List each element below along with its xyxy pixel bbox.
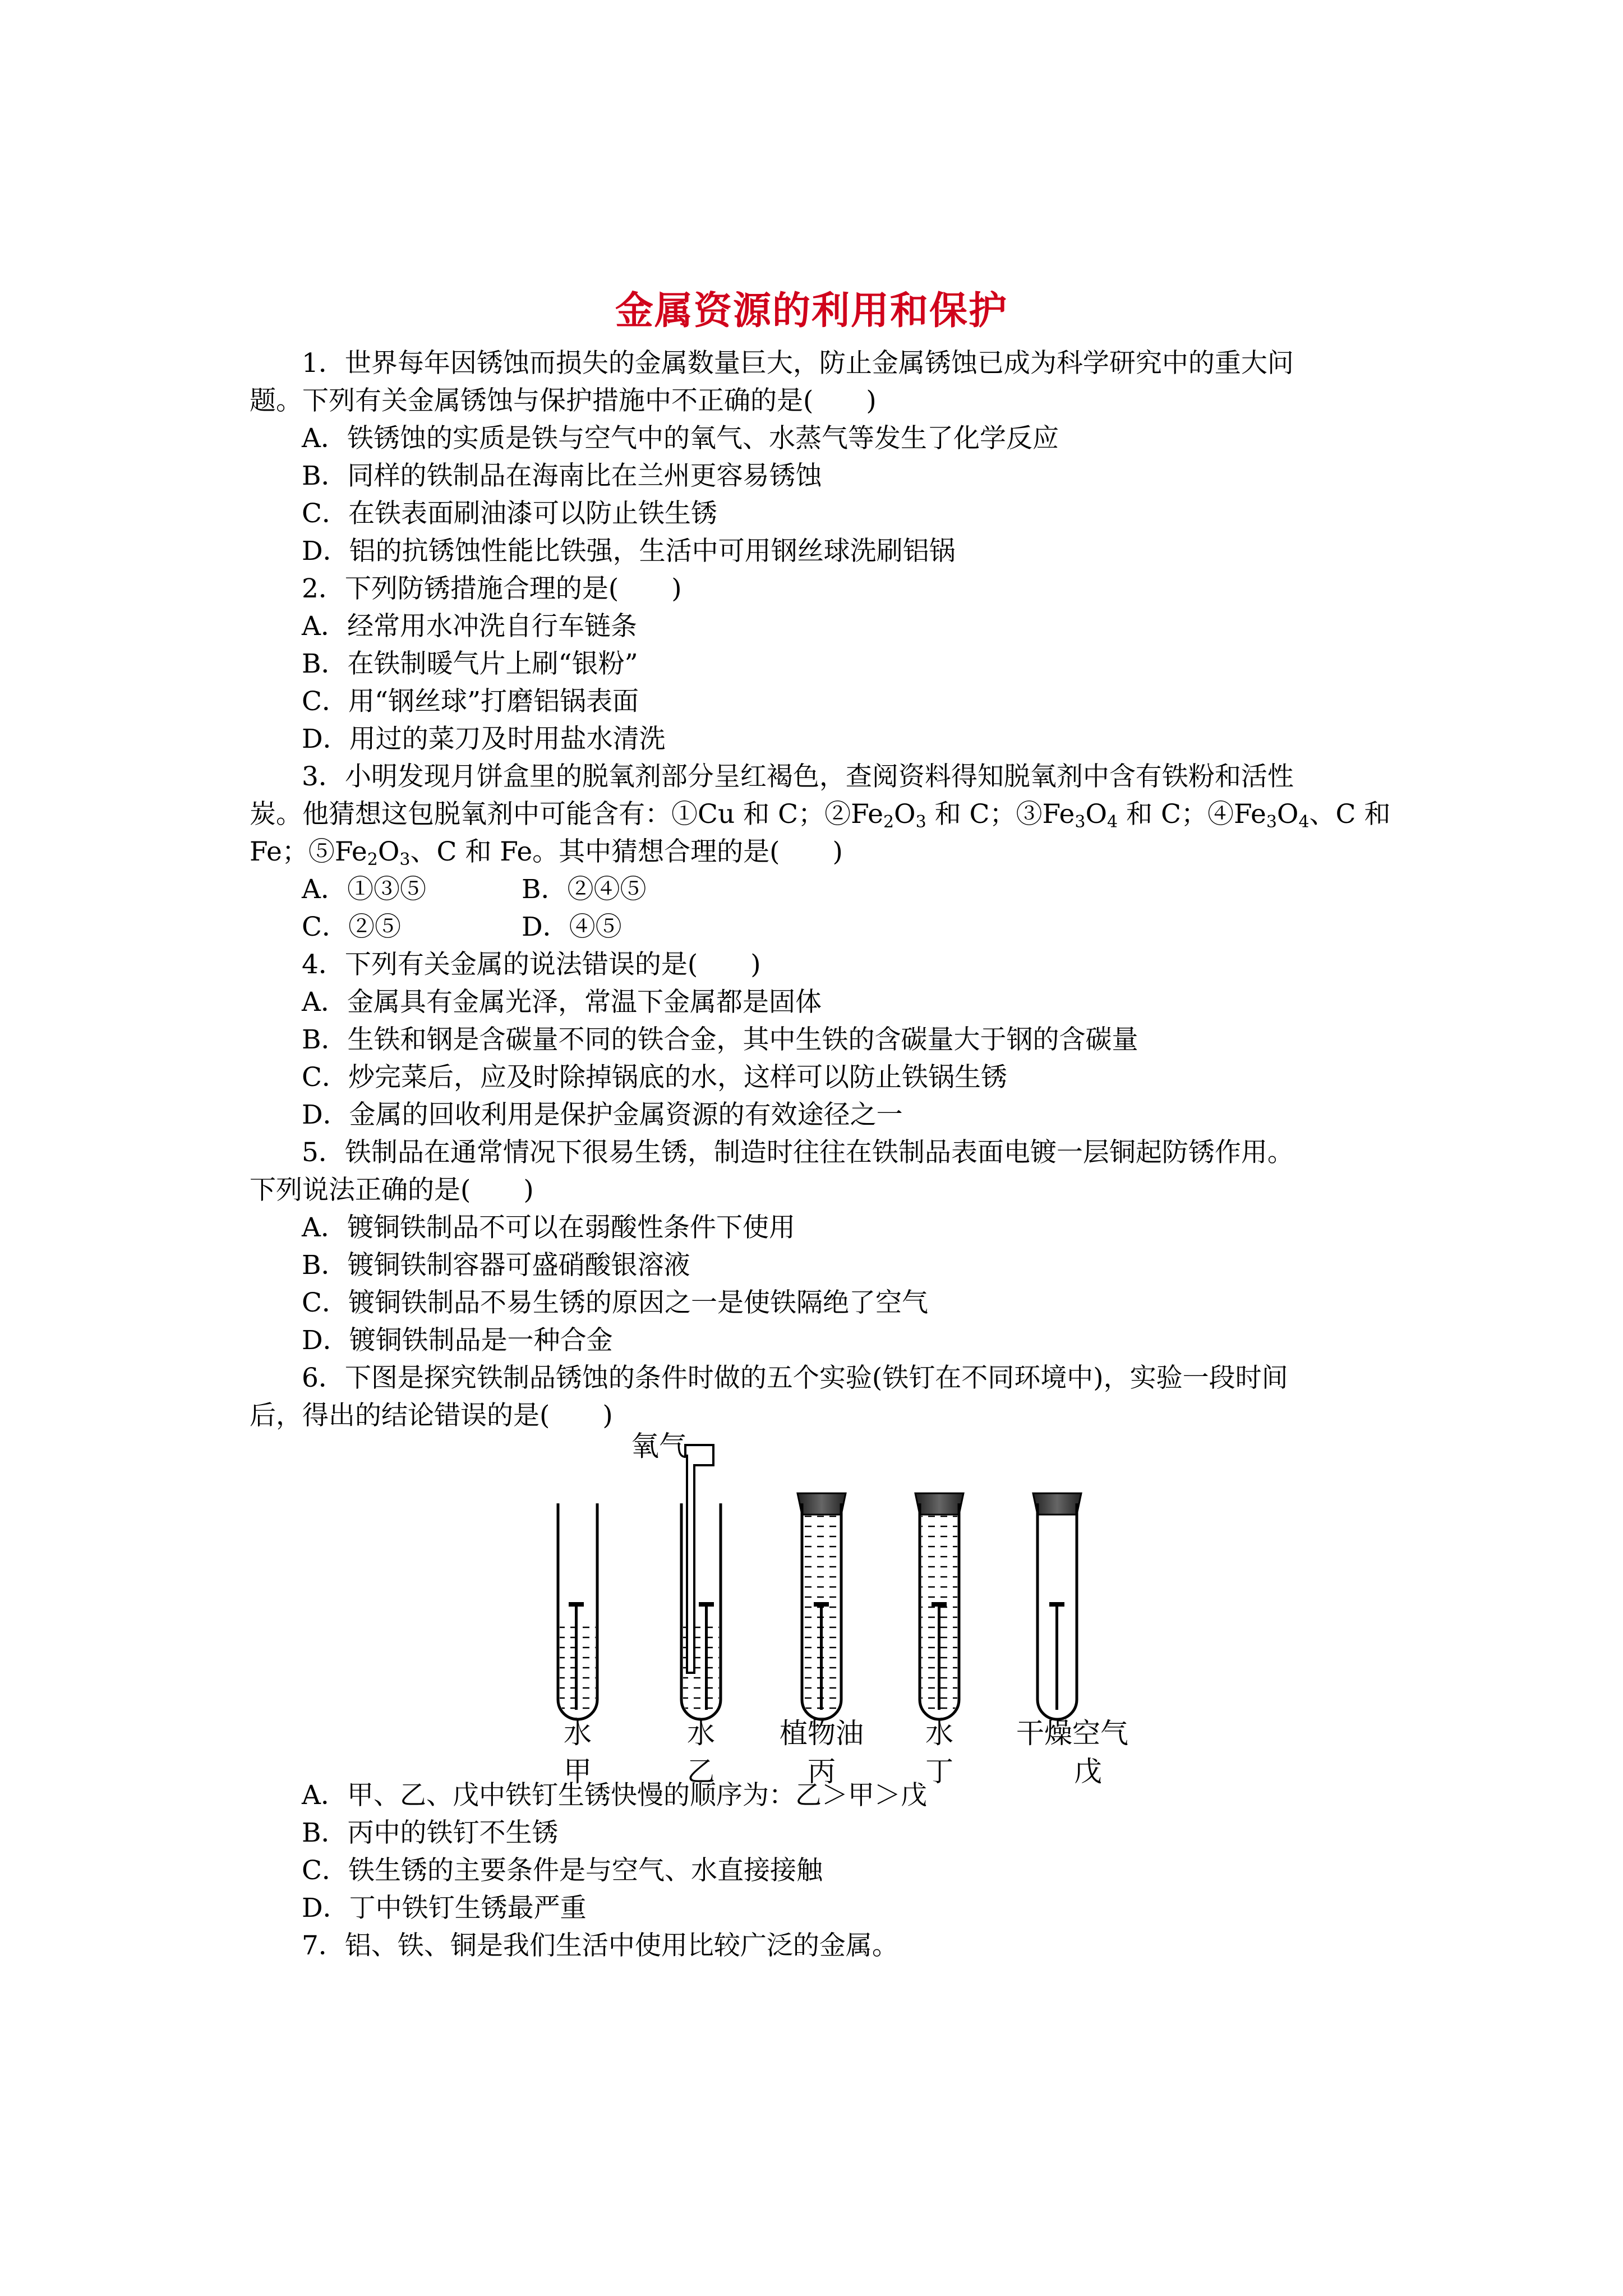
q2-option-c: C．用“钢丝球”打磨铝锅表面 (302, 686, 639, 717)
q6-option-a: A．甲、乙、戊中铁钉生锈快慢的顺序为：乙＞甲＞戊 (302, 1780, 927, 1811)
q4-option-c: C．炒完菜后，应及时除掉锅底的水，这样可以防止铁锅生锈 (302, 1062, 1007, 1093)
q1-option-a: A．铁锈蚀的实质是铁与空气中的氧气、水蒸气等发生了化学反应 (302, 423, 1059, 454)
tube-jia-medium: 水 (564, 1717, 592, 1750)
q5-stem-line2: 下列说法正确的是( ) (250, 1175, 534, 1205)
iron-nail (938, 1603, 940, 1710)
q3-option-d: D．④⑤ (522, 912, 622, 942)
q1-stem-line1: 1．世界每年因锈蚀而损失的金属数量巨大，防止金属锈蚀已成为科学研究中的重大问 (302, 348, 1294, 379)
q5-option-c: C．镀铜铁制品不易生锈的原因之一是使铁隔绝了空气 (302, 1287, 928, 1318)
q4-option-a: A．金属具有金属光泽，常温下金属都是固体 (302, 987, 822, 1018)
q6-option-d: D．丁中铁钉生锈最严重 (302, 1893, 587, 1924)
iron-nail (1055, 1603, 1058, 1710)
q6-option-b: B．丙中的铁钉不生锈 (302, 1818, 559, 1848)
q3-stem-line3: Fe；$⑤Fe_2O_3$、C 和 Fe。其中猜想合理的是( ) (250, 836, 843, 869)
q6-option-c: C．铁生锈的主要条件是与空气、水直接接触 (302, 1855, 823, 1886)
tube-wu-name: 戊 (1074, 1755, 1102, 1788)
iron-nail (820, 1603, 823, 1710)
tube-yi (681, 1445, 721, 1719)
q2-option-b: B．在铁制暖气片上刷“银粉” (302, 648, 638, 679)
tube-jia-name: 甲 (564, 1755, 592, 1788)
q4-option-b: B．生铁和钢是含碳量不同的铁合金，其中生铁的含碳量大于钢的含碳量 (302, 1024, 1138, 1055)
tube-jia (558, 1503, 597, 1719)
page-title: 金属资源的利用和保护 (615, 289, 1008, 333)
q3-option-b: B．②④⑤ (522, 874, 647, 905)
q5-stem-line1: 5．铁制品在通常情况下很易生锈，制造时往往在铁制品表面电镀一层铜起防锈作用。 (302, 1137, 1294, 1168)
tube-wu-medium: 干燥空气 (1016, 1717, 1128, 1750)
q3-option-a: A．①③⑤ (302, 874, 426, 905)
rubber-stopper (1033, 1493, 1081, 1515)
q3-stem-line2: 炭。他猜想这包脱氧剂中可能含有：①Cu 和 C；$②Fe_2O_3$ 和 C；$③Fe_3O_4$ 和 C；$④Fe_3O_4$、C 和 (250, 799, 1391, 832)
tube-bing (797, 1493, 846, 1719)
tube-bing-name: 丙 (808, 1755, 836, 1788)
q6-stem-line1: 6．下图是探究铁制品锈蚀的条件时做的五个实验(铁钉在不同环境中)，实验一段时间 (302, 1363, 1288, 1393)
q1-stem-line2: 题。下列有关金属锈蚀与保护措施中不正确的是( ) (250, 385, 877, 416)
q5-option-a: A．镀铜铁制品不可以在弱酸性条件下使用 (302, 1212, 795, 1243)
q1-option-d: D．铝的抗锈蚀性能比铁强，生活中可用钢丝球洗刷铝锅 (302, 536, 956, 567)
q4-option-d: D．金属的回收利用是保护金属资源的有效途径之一 (302, 1099, 903, 1130)
rubber-stopper (797, 1493, 846, 1515)
q7-stem: 7．铝、铁、铜是我们生活中使用比较广泛的金属。 (302, 1930, 898, 1961)
q4-stem: 4．下列有关金属的说法错误的是( ) (302, 949, 761, 980)
tube-yi-medium: 水 (687, 1717, 715, 1750)
q6-stem-line2: 后，得出的结论错误的是( ) (250, 1400, 613, 1431)
tube-ding-name: 丁 (925, 1755, 953, 1788)
q1-option-b: B．同样的铁制品在海南比在兰州更容易锈蚀 (302, 461, 822, 491)
rubber-stopper (915, 1493, 963, 1515)
tube-wu (1033, 1493, 1081, 1719)
q2-stem: 2．下列防锈措施合理的是( ) (302, 573, 682, 604)
oxygen-label: 氧气 (631, 1430, 687, 1462)
q5-option-b: B．镀铜铁制容器可盛硝酸银溶液 (302, 1250, 690, 1281)
tube-bing-medium: 植物油 (780, 1717, 864, 1750)
iron-nail (705, 1603, 708, 1710)
q5-option-d: D．镀铜铁制品是一种合金 (302, 1325, 613, 1356)
iron-nail (575, 1603, 578, 1710)
tube-ding (915, 1493, 963, 1719)
tube-ding-medium: 水 (925, 1717, 953, 1750)
test-tube-figure (544, 1430, 1166, 1788)
q3-stem-line1: 3．小明发现月饼盒里的脱氧剂部分呈红褐色，查阅资料得知脱氧剂中含有铁粉和活性 (302, 761, 1294, 792)
q2-option-a: A．经常用水冲洗自行车链条 (302, 611, 637, 642)
q3-option-c: C．②⑤ (302, 912, 401, 942)
q1-option-c: C．在铁表面刷油漆可以防止铁生锈 (302, 498, 717, 529)
tube-yi-name: 乙 (687, 1755, 715, 1788)
q2-option-d: D．用过的菜刀及时用盐水清洗 (302, 724, 666, 754)
